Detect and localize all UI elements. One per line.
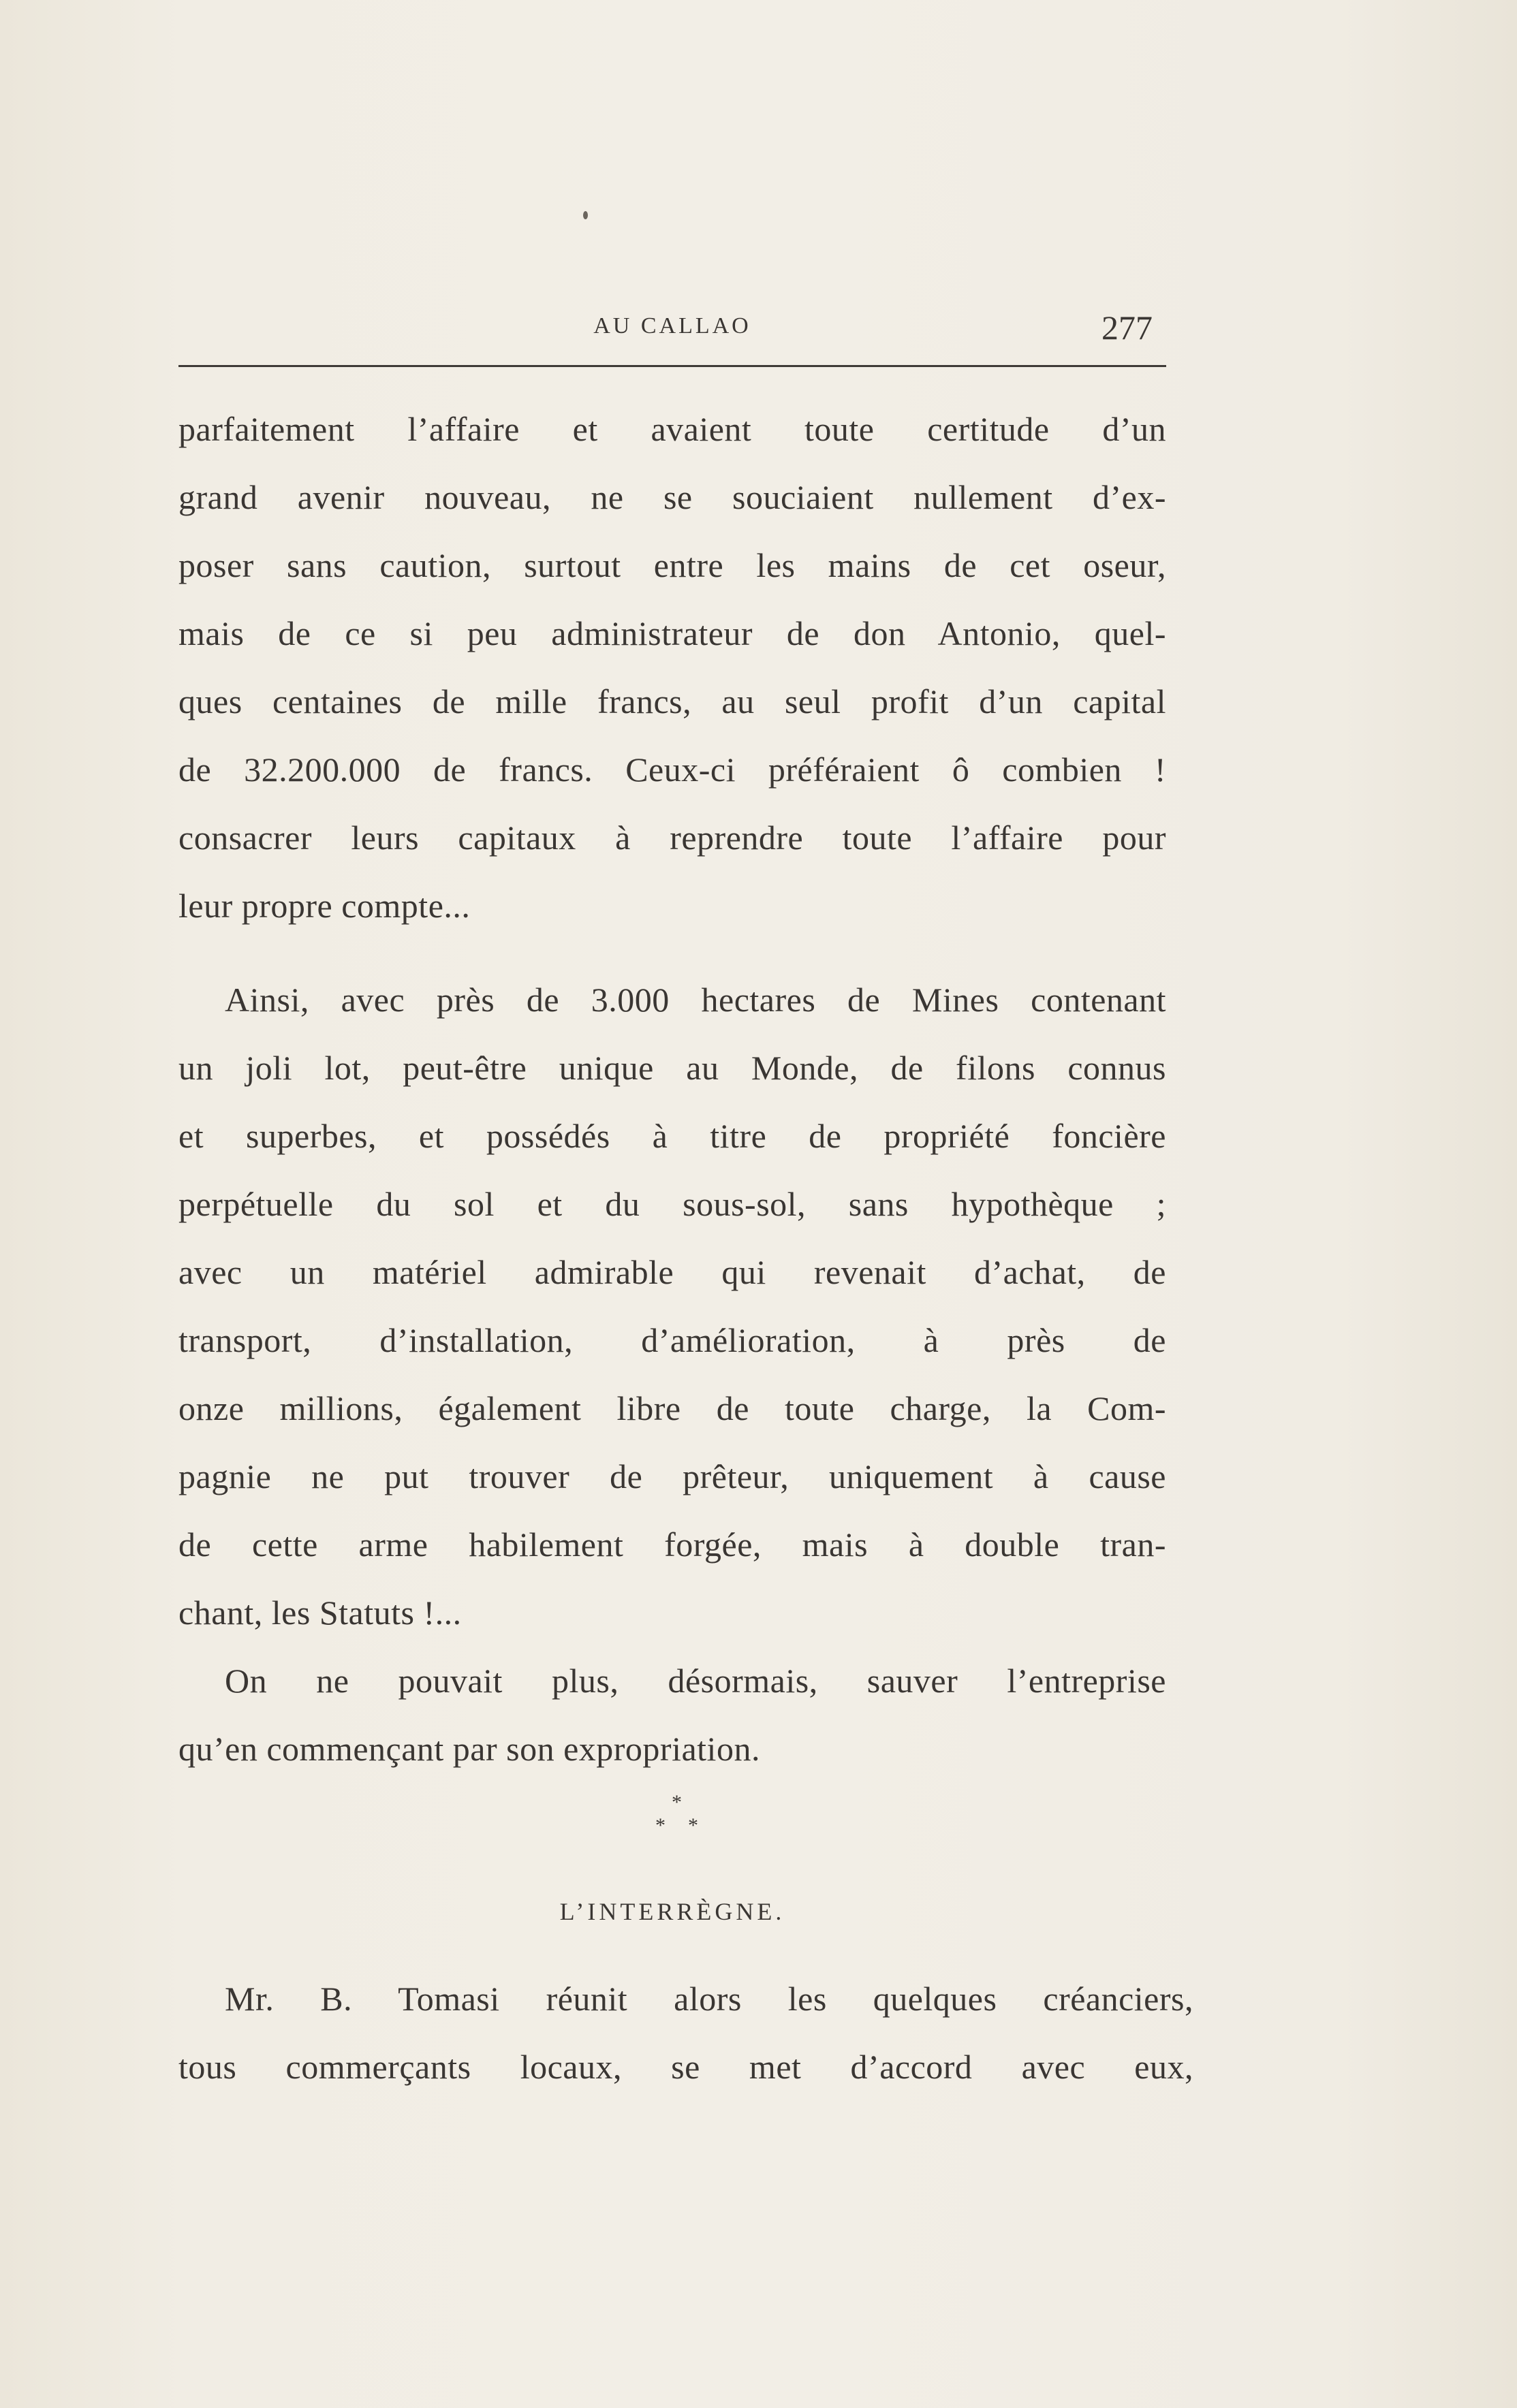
text-line: perpétuelle du sol et du sous-sol, sans hypothèque ; <box>178 1185 1166 1223</box>
text-line: grand avenir nouveau, ne se souciaient nullement d’ex- <box>178 478 1166 516</box>
text-line: poser sans caution, surtout entre les mains de cet oseur, <box>178 546 1166 584</box>
asterism-star: * <box>672 1791 682 1813</box>
text-line: un joli lot, peut-être unique au Monde, de filons connus <box>178 1049 1166 1087</box>
text-line: tous commerçants locaux, se met d’accord avec eux, <box>178 2048 1193 2086</box>
header-rule <box>178 365 1166 367</box>
text-line: parfaitement l’affaire et avaient toute certitude d’un <box>178 410 1166 448</box>
text-line: leur propre compte... <box>178 887 471 925</box>
text-line: onze millions, également libre de toute charge, la Com- <box>178 1389 1166 1427</box>
asterism <box>640 1791 722 1845</box>
page-number: 277 <box>1101 308 1153 347</box>
text-line: consacrer leurs capitaux à reprendre toute l’affaire pour <box>178 819 1166 857</box>
paragraph <box>178 395 1166 940</box>
asterism-star: * <box>655 1814 666 1837</box>
section-body <box>178 1965 1193 2101</box>
text-line: avec un matériel admirable qui revenait d’achat, de <box>178 1253 1166 1291</box>
text-line: chant, les Statuts !... <box>178 1594 462 1632</box>
text-line: ques centaines de mille francs, au seul profit d’un capital <box>178 682 1166 720</box>
text-line: de cette arme habilement forgée, mais à double tran- <box>178 1525 1166 1564</box>
running-title: AU CALLAO <box>593 313 751 338</box>
text-line: transport, d’installation, d’amélioration, à près de <box>178 1321 1166 1359</box>
paragraph <box>178 966 1166 1647</box>
paragraph-gap <box>178 940 1166 966</box>
text-line: On ne pouvait plus, désormais, sauver l’entreprise <box>225 1662 1166 1700</box>
text-line: et superbes, et possédés à titre de propriété foncière <box>178 1117 1166 1155</box>
text-line: pagnie ne put trouver de prêteur, uniquement à cause <box>178 1457 1166 1495</box>
text-line: Ainsi, avec près de 3.000 hectares de Mines contenant <box>225 981 1166 1019</box>
page-header <box>178 308 1166 355</box>
section-title: L’INTERRÈGNE. <box>559 1898 785 1925</box>
body-text <box>178 395 1166 1783</box>
text-line: de 32.200.000 de francs. Ceux-ci préféraient ô combien ! <box>178 750 1166 789</box>
text-line: qu’en commençant par son expropriation. <box>178 1730 760 1768</box>
asterism-star: * <box>688 1814 698 1837</box>
ink-speck <box>583 211 588 219</box>
paragraph <box>178 1647 1166 1783</box>
text-line: Mr. B. Tomasi réunit alors les quelques créanciers, <box>225 1980 1193 2018</box>
text-line: mais de ce si peu administrateur de don Antonio, quel- <box>178 614 1166 652</box>
